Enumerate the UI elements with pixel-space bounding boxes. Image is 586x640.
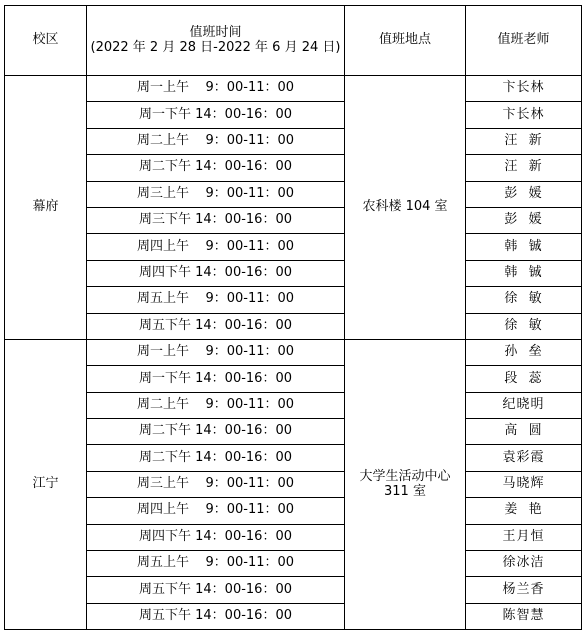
time-cell — [87, 207, 345, 233]
teacher-name: 徐 敏 — [504, 317, 543, 333]
table-row — [5, 234, 582, 260]
teacher-cell — [466, 445, 582, 471]
table-row — [5, 498, 582, 524]
time-text: 周一下午 14：00-16：00 — [139, 106, 292, 122]
teacher-name: 徐冰洁 — [502, 555, 545, 571]
time-text: 周四上午 9：00-11：00 — [136, 238, 295, 254]
table-row — [5, 524, 582, 550]
header-time — [87, 6, 345, 76]
time-cell — [87, 392, 345, 418]
table-row — [5, 128, 582, 154]
teacher-cell — [466, 313, 582, 339]
teacher-cell — [466, 551, 582, 577]
time-cell — [87, 260, 345, 286]
table-row — [5, 471, 582, 497]
table-row — [5, 181, 582, 207]
time-cell — [87, 76, 345, 102]
place-line: 大学生活动中心 — [359, 468, 451, 484]
teacher-name: 汪 新 — [504, 159, 543, 175]
teacher-cell — [466, 419, 582, 445]
time-text: 周三上午 9：00-11：00 — [136, 476, 295, 492]
teacher-name: 马晓辉 — [502, 476, 545, 492]
teacher-cell — [466, 234, 582, 260]
table-row — [5, 155, 582, 181]
time-cell — [87, 313, 345, 339]
table-row — [5, 207, 582, 233]
time-text: 周一下午 14：00-16：00 — [139, 370, 292, 386]
table-row — [5, 339, 582, 365]
time-text: 周五下午 14：00-16：00 — [139, 317, 292, 333]
teacher-cell — [466, 524, 582, 550]
teacher-name: 彭 媛 — [504, 185, 543, 201]
time-text: 周二上午 9：00-11：00 — [136, 133, 295, 148]
table-row — [5, 603, 582, 629]
time-text: 周二下午 14：00-16：00 — [139, 449, 292, 465]
teacher-name: 徐 敏 — [504, 291, 543, 307]
time-text: 周二下午 14：00-16：00 — [139, 423, 292, 439]
campus-cell: 江宁 — [5, 339, 87, 629]
time-cell — [87, 603, 345, 629]
time-text: 周一上午 9：00-11：00 — [136, 80, 295, 96]
time-cell — [87, 419, 345, 445]
teacher-name: 陈智慧 — [502, 608, 545, 624]
table-row — [5, 102, 582, 128]
time-cell — [87, 524, 345, 550]
time-text: 周四上午 9：00-11：00 — [136, 502, 295, 518]
time-cell — [87, 577, 345, 603]
teacher-name: 王月恒 — [502, 528, 545, 544]
header-campus: 校区 — [5, 6, 87, 76]
time-text: 周五下午 14：00-16：00 — [139, 608, 292, 624]
time-cell — [87, 498, 345, 524]
time-text: 周三下午 14：00-16：00 — [139, 212, 292, 228]
teacher-cell — [466, 339, 582, 365]
teacher-name: 卞长林 — [502, 80, 545, 96]
table-row — [5, 445, 582, 471]
teacher-name: 纪晓明 — [502, 396, 545, 412]
place-cell — [345, 76, 466, 340]
header-time-range: (2022 年 2 月 28 日-2022 年 6 月 24 日) — [90, 39, 341, 55]
teacher-cell — [466, 181, 582, 207]
duty-schedule-table — [4, 5, 582, 630]
campus-cell: 幕府 — [5, 76, 87, 340]
teacher-name: 孙 垒 — [504, 344, 543, 360]
time-cell — [87, 551, 345, 577]
time-cell — [87, 128, 345, 154]
time-cell — [87, 287, 345, 313]
schedule-body — [5, 76, 582, 630]
table-row — [5, 76, 582, 102]
teacher-cell — [466, 155, 582, 181]
time-text: 周四下午 14：00-16：00 — [139, 528, 292, 544]
time-cell — [87, 445, 345, 471]
header-place: 值班地点 — [345, 6, 466, 76]
teacher-name: 卞长林 — [502, 106, 545, 122]
teacher-cell — [466, 603, 582, 629]
table-row — [5, 551, 582, 577]
teacher-cell — [466, 128, 582, 154]
teacher-name: 高 圆 — [504, 423, 543, 439]
teacher-name: 韩 铖 — [504, 238, 543, 254]
table-row — [5, 392, 582, 418]
time-cell — [87, 339, 345, 365]
place-cell — [345, 339, 466, 629]
time-cell — [87, 155, 345, 181]
time-text: 周一上午 9：00-11：00 — [136, 344, 295, 360]
teacher-name: 汪 新 — [504, 133, 543, 148]
time-text: 周四下午 14：00-16：00 — [139, 264, 292, 280]
time-text: 周二上午 9：00-11：00 — [136, 396, 295, 412]
teacher-name: 袁彩霞 — [502, 449, 545, 465]
teacher-cell — [466, 102, 582, 128]
time-text: 周二下午 14：00-16：00 — [139, 159, 292, 175]
time-cell — [87, 366, 345, 392]
table-row — [5, 313, 582, 339]
teacher-cell — [466, 498, 582, 524]
table-row — [5, 260, 582, 286]
teacher-cell — [466, 392, 582, 418]
teacher-cell — [466, 207, 582, 233]
teacher-cell — [466, 287, 582, 313]
time-cell — [87, 234, 345, 260]
teacher-name: 彭 媛 — [504, 212, 543, 228]
time-cell — [87, 102, 345, 128]
header-row — [5, 6, 582, 76]
teacher-name: 段 蕊 — [504, 370, 543, 386]
table-row — [5, 419, 582, 445]
teacher-cell — [466, 76, 582, 102]
time-cell — [87, 471, 345, 497]
teacher-cell — [466, 577, 582, 603]
place-line: 311 室 — [384, 483, 426, 499]
table-row — [5, 577, 582, 603]
place-line: 农科楼 104 室 — [362, 198, 448, 214]
table-row — [5, 366, 582, 392]
time-cell — [87, 181, 345, 207]
teacher-name: 姜 艳 — [504, 502, 543, 518]
teacher-name: 杨兰香 — [502, 581, 545, 597]
time-text: 周五上午 9：00-11：00 — [136, 291, 295, 307]
table-row — [5, 287, 582, 313]
teacher-cell — [466, 260, 582, 286]
time-text: 周五上午 9：00-11：00 — [136, 555, 295, 571]
header-teacher: 值班老师 — [466, 6, 582, 76]
teacher-name: 韩 铖 — [504, 264, 543, 280]
teacher-cell — [466, 366, 582, 392]
time-text: 周五下午 14：00-16：00 — [139, 581, 292, 597]
time-text: 周三上午 9：00-11：00 — [136, 185, 295, 201]
header-time-title: 值班时间 — [189, 24, 242, 40]
teacher-cell — [466, 471, 582, 497]
